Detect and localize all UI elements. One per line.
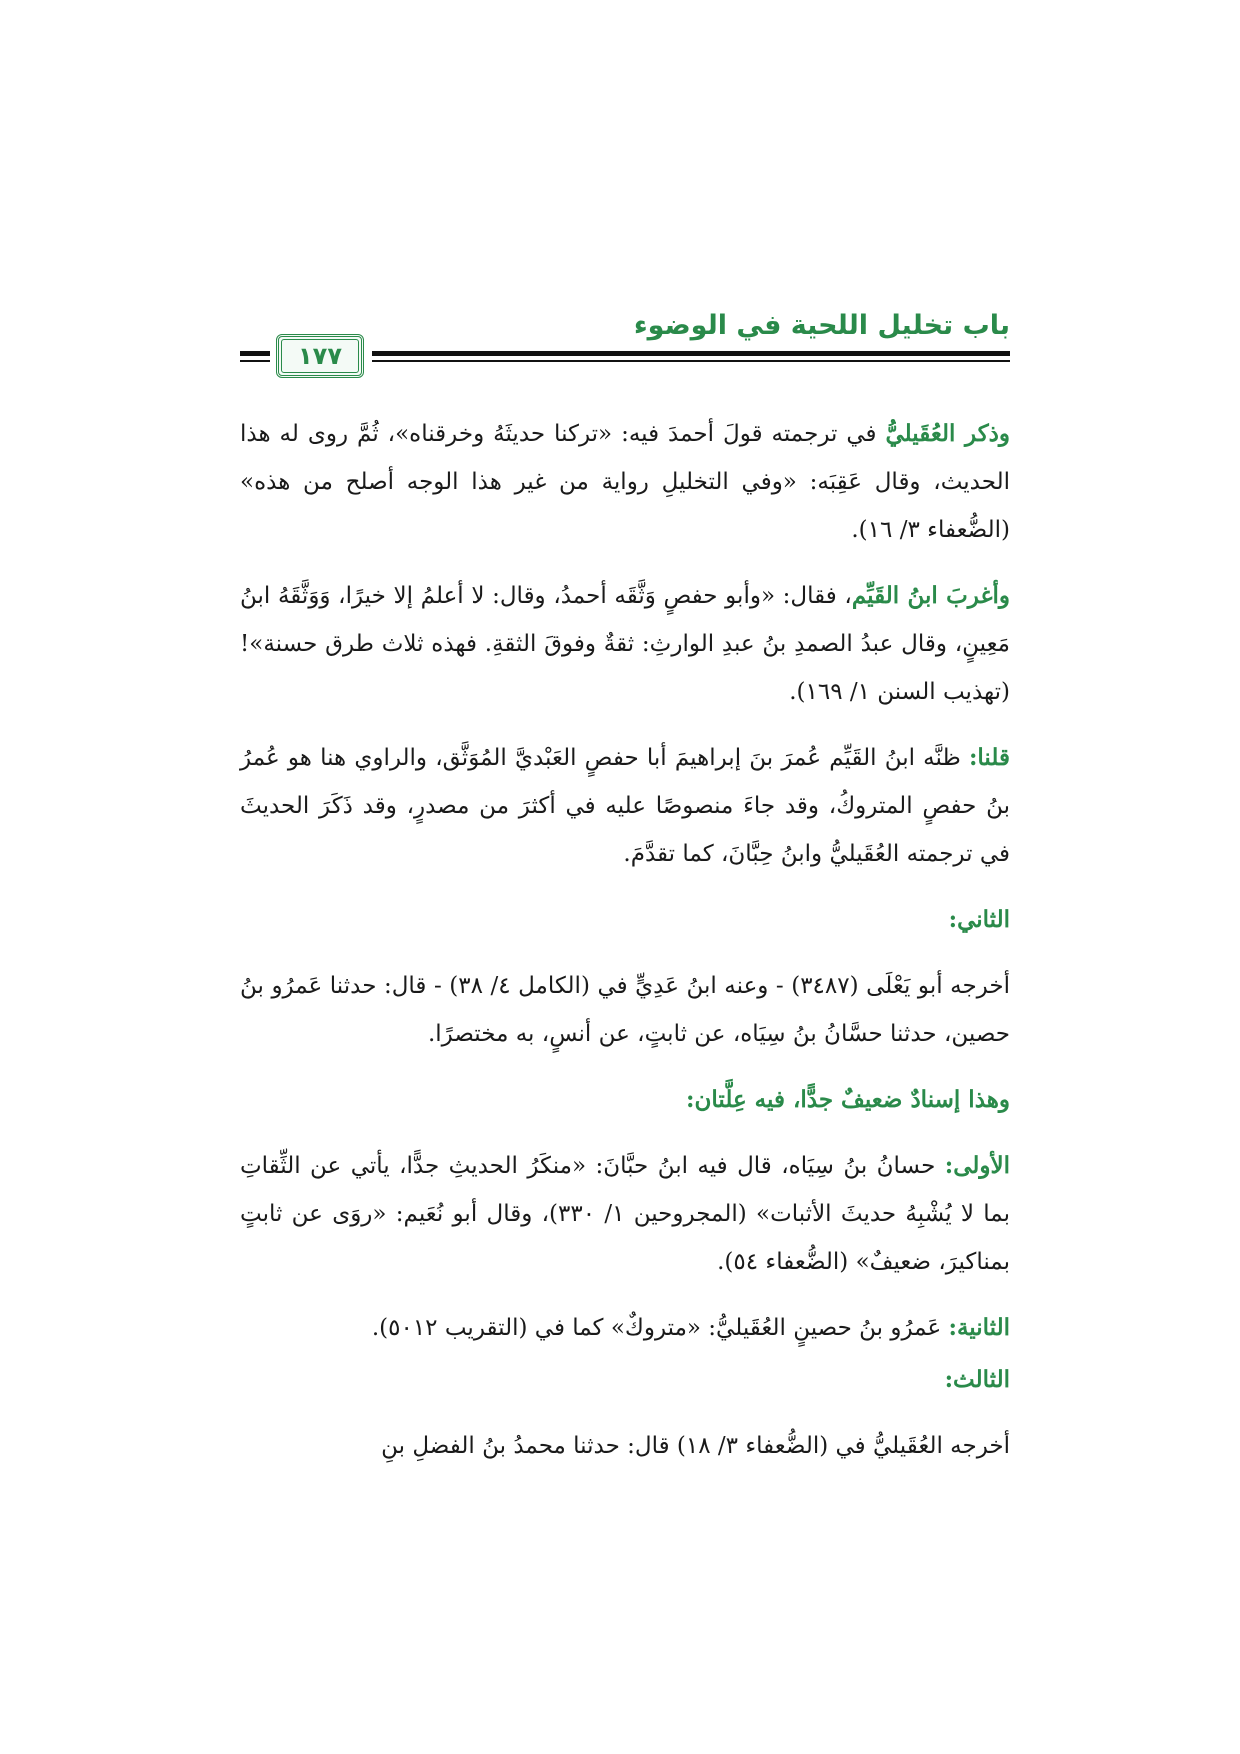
section-two-heading: الثاني: — [948, 906, 1010, 933]
chapter-title: باب تخليل اللحية في الوضوء — [633, 310, 1010, 341]
page-number: ١٧٧ — [281, 339, 359, 373]
header-rule-left-thick — [240, 351, 270, 356]
illa-one — [240, 1142, 1010, 1286]
page-header — [240, 310, 1010, 390]
illa-one-text: حسانُ بنُ سِيَاه، قال فيه ابنُ حبَّانَ: «منكَرُ الحديثِ جدًّا، يأتي عن الثِّقاتِ بما لا يُشْبِهُ حديثَ الأثبات» (المجروحين ١/ ٣٣٠)، وقال أبو نُعَيم: «روَى عن ثابتٍ بمناكيرَ، ضعيفٌ» (الضُّعفاء ٥٤). — [240, 1153, 1010, 1275]
paragraph-label: قلنا: — [968, 744, 1010, 771]
paragraph-text: ، فقال: «وأبو حفصٍ وَثَّقَه أحمدُ، وقال: لا أعلمُ إلا خيرًا، وَوَثَّقَهُ ابنُ مَعِينٍ، وقال عبدُ الصمدِ بنُ عبدِ الوارثِ: ثقةٌ وفوقَ الثقةِ. فهذه ثلاث طرق حسنة»! (تهذيب السنن ١/ ١٦٩). — [240, 583, 1010, 705]
page-number-frame — [276, 334, 364, 378]
paragraph-ibn-qayyim — [240, 572, 1010, 716]
header-rule-thin — [372, 360, 1010, 362]
paragraph-uqayli — [240, 410, 1010, 554]
section-three-text: أخرجه العُقَيليُّ في (الضُّعفاء ٣/ ١٨) قال: حدثنا محمدُ بنُ الفضلِ بنِ — [381, 1433, 1010, 1459]
paragraph-text: ظنَّه ابنُ القَيِّم عُمرَ بنَ إبراهيمَ أبا حفصٍ العَبْديَّ المُوَثَّق، والراوي هنا هو عُمرُ بنُ حفصٍ المتروكُ، وقد جاءَ منصوصًا عليه في أكثرَ من مصدرٍ، وقد ذَكَرَ الحديثَ في ترجمته العُقَيليُّ وابنُ حِبَّانَ، كما تقدَّمَ. — [240, 745, 1010, 867]
paragraph-label: وذكر العُقَيليُّ — [885, 420, 1010, 447]
paragraph-text: في ترجمته قولَ أحمدَ فيه: «تركنا حديثَهُ وخرقناه»، ثُمَّ روى له هذا الحديث، وقال عَقِبَه: «وفي التخليلِ رواية من غير هذا الوجه أصلح من هذه» (الضُّعفاء ٣/ ١٦). — [240, 421, 1010, 543]
illa-two-label: الثانية: — [948, 1314, 1010, 1341]
illa-two-text: عَمرُو بنُ حصينٍ العُقَيليُّ: «متروكٌ» كما في (التقريب ٥٠١٢). — [371, 1315, 949, 1341]
section-two-text: أخرجه أبو يَعْلَى (٣٤٨٧) - وعنه ابنُ عَدِيٍّ في (الكامل ٤/ ٣٨) - قال: حدثنا عَمرُو بنُ حصين، حدثنا حسَّانُ بنُ سِيَاه، عن ثابتٍ، عن أنسٍ، به مختصرًا. — [240, 973, 1010, 1047]
illa-one-label: الأولى: — [944, 1152, 1010, 1179]
header-rule-left-thin — [240, 360, 270, 362]
page-body — [240, 410, 1010, 1488]
isnad-heading: وهذا إسنادٌ ضعيفٌ جدًّا، فيه عِلَّتان: — [686, 1086, 1010, 1113]
illa-two — [240, 1304, 1010, 1352]
paragraph-qulna — [240, 734, 1010, 878]
header-rule-thick — [372, 351, 1010, 356]
paragraph-label: وأغربَ ابنُ القَيِّم — [851, 582, 1010, 609]
section-three-heading: الثالث: — [944, 1366, 1010, 1393]
